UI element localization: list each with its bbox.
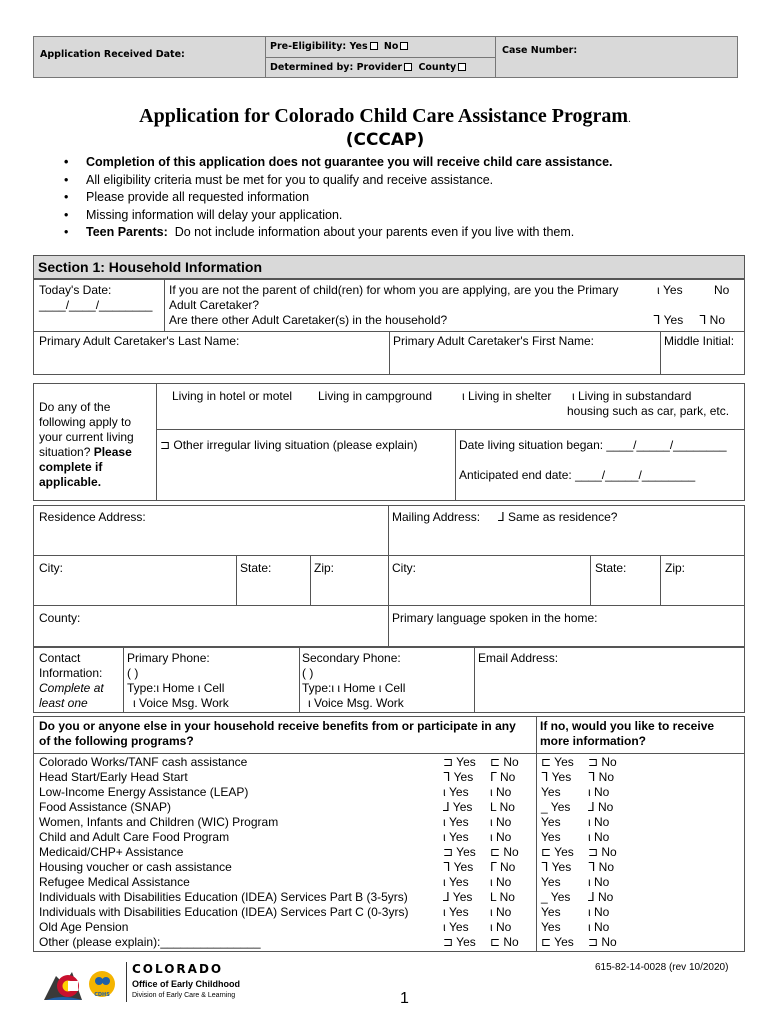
primary-caretaker-question: If you are not the parent of child(ren) for whom you are applying, are you the Primary Adult Caretaker?	[169, 283, 619, 312]
option-shelter[interactable]: ι Living in shelter	[462, 389, 552, 403]
list-item: • Teen Parents: Do not include information about your parents even if you live with them.	[60, 224, 740, 242]
todays-date-label: Today's Date:	[39, 283, 112, 297]
more-info-question: If no, would you like to receive more information?	[540, 719, 715, 748]
program-no-option[interactable]: ι No	[490, 830, 512, 844]
logo-divider	[126, 962, 127, 1002]
option-hotel-motel[interactable]: Living in hotel or motel	[172, 389, 293, 403]
divider	[156, 429, 745, 430]
program-name: Head Start/Early Head Start	[39, 770, 188, 784]
determined-county-checkbox[interactable]	[458, 63, 466, 71]
option-substandard-housing[interactable]: ι Living in substandard	[572, 389, 692, 403]
primary-caretaker-yes-option[interactable]: ι Yes	[657, 283, 683, 297]
received-date-cell	[34, 37, 266, 77]
program-no-option[interactable]: ι No	[490, 815, 512, 829]
divider	[660, 555, 661, 605]
program-yes-option[interactable]: ⊐ Yes	[443, 845, 476, 859]
option-campground[interactable]: Living in campground	[318, 389, 433, 403]
divider	[164, 279, 165, 331]
address-block	[33, 505, 745, 647]
program-name: Individuals with Disabilities Education (IDEA) Services Part B (3-5yrs)	[39, 890, 408, 904]
info-yes-option[interactable]: Yes	[541, 905, 561, 919]
colorado-oec-logo	[42, 962, 241, 1007]
info-yes-option[interactable]: Yes	[541, 785, 561, 799]
program-yes-option[interactable]: ᒣ Yes	[443, 860, 474, 874]
contact-info-label: Contact Information: Complete at least one	[39, 651, 104, 710]
header-divider	[266, 57, 496, 58]
page-number: 1	[400, 990, 409, 1007]
program-name: Individuals with Disabilities Education (IDEA) Services Part C (0-3yrs)	[39, 905, 409, 919]
mailing-zip-field[interactable]: Zip:	[665, 561, 686, 575]
info-no-option[interactable]: ι No	[588, 815, 610, 829]
program-abbreviation: (CCCAP)	[345, 130, 425, 150]
instruction-list	[60, 154, 740, 242]
info-no-option[interactable]: ι No	[588, 920, 610, 934]
divider	[455, 429, 456, 501]
info-yes-option[interactable]: Yes	[541, 830, 561, 844]
info-no-option[interactable]: ᒣ No	[588, 770, 614, 784]
info-yes-option[interactable]: ᒣ Yes	[541, 860, 572, 874]
divider	[123, 647, 124, 713]
middle-initial-field[interactable]: Middle Initial:	[664, 334, 735, 348]
pre-eligibility-no-label: No	[383, 41, 399, 52]
mailing-address-field[interactable]: Mailing Address:	[392, 510, 481, 524]
secondary-phone-type-options[interactable]: Type:ι ι Home ι Cell	[302, 681, 406, 695]
program-name: Food Assistance (SNAP)	[39, 800, 172, 814]
info-yes-option[interactable]: ⊏ Yes	[541, 755, 574, 769]
admin-header-box	[33, 36, 738, 78]
svg-text:CDHS: CDHS	[94, 992, 110, 998]
info-yes-option[interactable]: ⊏ Yes	[541, 845, 574, 859]
program-name: Child and Adult Care Food Program	[39, 830, 230, 844]
date-began-field[interactable]: Date living situation began: ____/_____/________	[459, 438, 727, 452]
program-no-option[interactable]: L No	[490, 800, 515, 814]
program-yes-option[interactable]: ι Yes	[443, 830, 469, 844]
end-date-field[interactable]: Anticipated end date: ____/_____/________	[459, 468, 696, 482]
program-name: Refugee Medical Assistance	[39, 875, 190, 889]
primary-language-field[interactable]: Primary language spoken in the home:	[392, 611, 598, 625]
divider	[156, 383, 157, 501]
program-yes-option[interactable]: ᒣ Yes	[443, 770, 474, 784]
program-no-option[interactable]: L No	[490, 890, 515, 904]
living-situation-question: Do any of the following apply to your current living situation? Please complete if applicable.	[39, 400, 134, 489]
program-no-option[interactable]: ι No	[490, 905, 512, 919]
divider	[299, 647, 300, 713]
county-field[interactable]: County:	[39, 611, 81, 625]
secondary-phone-type-options-2[interactable]: ι Voice Msg. Work	[308, 696, 404, 710]
divider	[33, 555, 745, 556]
section-heading: Section 1: Household Information	[33, 255, 745, 279]
info-yes-option[interactable]: ⊏ Yes	[541, 935, 574, 949]
program-no-option[interactable]: ⊏ No	[490, 935, 519, 949]
info-yes-option[interactable]: Yes	[541, 920, 561, 934]
divider	[33, 605, 745, 606]
email-field[interactable]: Email Address:	[478, 651, 559, 665]
list-item: • Completion of this application does not guarantee you will receive child care assistance.	[60, 154, 740, 172]
info-yes-option[interactable]: Yes	[541, 815, 561, 829]
program-yes-option[interactable]: ι Yes	[443, 920, 469, 934]
divider	[388, 505, 389, 647]
determined-by-label: Determined by: Provider	[270, 62, 403, 73]
case-number-cell	[496, 37, 737, 77]
primary-phone-type-options[interactable]: Type:ι Home ι Cell	[127, 681, 225, 695]
secondary-phone-label: Secondary Phone:	[302, 651, 401, 665]
program-yes-option[interactable]: ⅃ Yes	[443, 890, 473, 904]
program-no-option[interactable]: ⊏ No	[490, 755, 519, 769]
determined-provider-checkbox[interactable]	[404, 63, 412, 71]
info-no-option[interactable]: ι No	[588, 875, 610, 889]
residence-zip-field[interactable]: Zip:	[314, 561, 335, 575]
info-no-option[interactable]: ι No	[588, 830, 610, 844]
list-item: • Missing information will delay your application.	[60, 207, 740, 225]
program-name: Colorado Works/TANF cash assistance	[39, 755, 248, 769]
program-name: Housing voucher or cash assistance	[39, 860, 232, 874]
todays-date-field[interactable]: ____/____/________	[39, 298, 153, 312]
info-no-option[interactable]: ⊐ No	[588, 755, 617, 769]
program-no-option[interactable]: ⊏ No	[490, 845, 519, 859]
program-name: Other (please explain):_______________	[39, 935, 261, 949]
received-date-label: Application Received Date:	[40, 49, 185, 60]
primary-phone-label: Primary Phone:	[127, 651, 210, 665]
mailing-city-field[interactable]: City:	[392, 561, 416, 575]
program-no-option[interactable]: ι No	[490, 920, 512, 934]
divider	[474, 647, 475, 713]
info-no-option[interactable]: ι No	[588, 905, 610, 919]
info-yes-option[interactable]: _ Yes	[541, 890, 571, 904]
mailing-state-field[interactable]: State:	[595, 561, 627, 575]
primary-caretaker-no-option[interactable]: No	[714, 283, 730, 297]
residence-city-field[interactable]: City:	[39, 561, 63, 575]
divider	[389, 331, 390, 375]
info-yes-option[interactable]: Yes	[541, 875, 561, 889]
pre-eligibility-no-checkbox[interactable]	[400, 42, 408, 50]
list-item: • Please provide all requested information	[60, 189, 740, 207]
info-no-option[interactable]: ⅃ No	[588, 800, 614, 814]
divider	[33, 753, 745, 754]
program-yes-option[interactable]: ι Yes	[443, 875, 469, 889]
divider	[236, 555, 237, 605]
residence-state-field[interactable]: State:	[240, 561, 272, 575]
form-id: 615-82-14-0028 (rev 10/2020)	[595, 962, 729, 973]
program-yes-option[interactable]: ι Yes	[443, 905, 469, 919]
option-substandard-housing-detail: housing such as car, park, etc.	[567, 404, 730, 418]
colorado-seal-icon	[42, 962, 122, 1004]
divider	[590, 555, 591, 605]
other-caretakers-no-option[interactable]: ᒣ No	[699, 313, 725, 327]
divider	[660, 331, 661, 375]
first-name-field[interactable]: Primary Adult Caretaker's First Name:	[393, 334, 595, 348]
info-yes-option[interactable]: _ Yes	[541, 800, 571, 814]
list-item: • All eligibility criteria must be met for you to qualify and receive assistance.	[60, 172, 740, 190]
program-name: Low-Income Energy Assistance (LEAP)	[39, 785, 249, 799]
program-name: Women, Infants and Children (WIC) Program	[39, 815, 279, 829]
program-name: Medicaid/CHP+ Assistance	[39, 845, 184, 859]
divider	[536, 716, 537, 952]
primary-phone-field[interactable]: ( )	[127, 666, 139, 680]
info-no-option[interactable]: ⅃ No	[588, 890, 614, 904]
logo-office: Office of Early Childhood	[132, 979, 241, 989]
other-caretakers-yes-option[interactable]: ᒣ Yes	[653, 313, 684, 327]
program-no-option[interactable]: ᒥ No	[490, 860, 516, 874]
program-yes-option[interactable]: ι Yes	[443, 815, 469, 829]
divider	[310, 555, 311, 605]
page-title: Application for Colorado Child Care Assistance Program.	[139, 105, 631, 127]
last-name-field[interactable]: Primary Adult Caretaker's Last Name:	[39, 334, 240, 348]
program-name: Old Age Pension	[39, 920, 129, 934]
same-as-residence-option[interactable]: ⅃ Same as residence?	[498, 510, 618, 524]
program-no-option[interactable]: ι No	[490, 785, 512, 799]
program-no-option[interactable]: ι No	[490, 875, 512, 889]
benefits-question: Do you or anyone else in your household receive benefits from or participate in any of the following programs?	[39, 719, 516, 748]
info-no-option[interactable]: ι No	[588, 785, 610, 799]
residence-address-field[interactable]: Residence Address:	[39, 510, 146, 524]
program-yes-option[interactable]: ⊐ Yes	[443, 755, 476, 769]
pre-eligibility-yes-checkbox[interactable]	[370, 42, 378, 50]
logo-wordmark: COLORADO	[132, 962, 224, 976]
program-no-option[interactable]: ᒥ No	[490, 770, 516, 784]
case-number-label: Case Number:	[502, 45, 578, 56]
determined-county-label: County	[418, 62, 457, 73]
info-no-option[interactable]: ᒣ No	[588, 860, 614, 874]
program-yes-option[interactable]: ι Yes	[443, 785, 469, 799]
info-yes-option[interactable]: ᒣ Yes	[541, 770, 572, 784]
info-no-option[interactable]: ⊐ No	[588, 845, 617, 859]
pre-eligibility-label: Pre-Eligibility: Yes	[270, 41, 368, 52]
program-yes-option[interactable]: ⅃ Yes	[443, 800, 473, 814]
program-yes-option[interactable]: ⊐ Yes	[443, 935, 476, 949]
option-other-irregular[interactable]: ⊐ Other irregular living situation (please explain)	[160, 438, 418, 452]
secondary-phone-field[interactable]: ( )	[302, 666, 314, 680]
primary-phone-type-options-2[interactable]: ι Voice Msg. Work	[133, 696, 229, 710]
other-caretakers-question: Are there other Adult Caretaker(s) in the household?	[169, 313, 448, 327]
info-no-option[interactable]: ⊐ No	[588, 935, 617, 949]
logo-division: Division of Early Care & Learning	[132, 992, 236, 999]
